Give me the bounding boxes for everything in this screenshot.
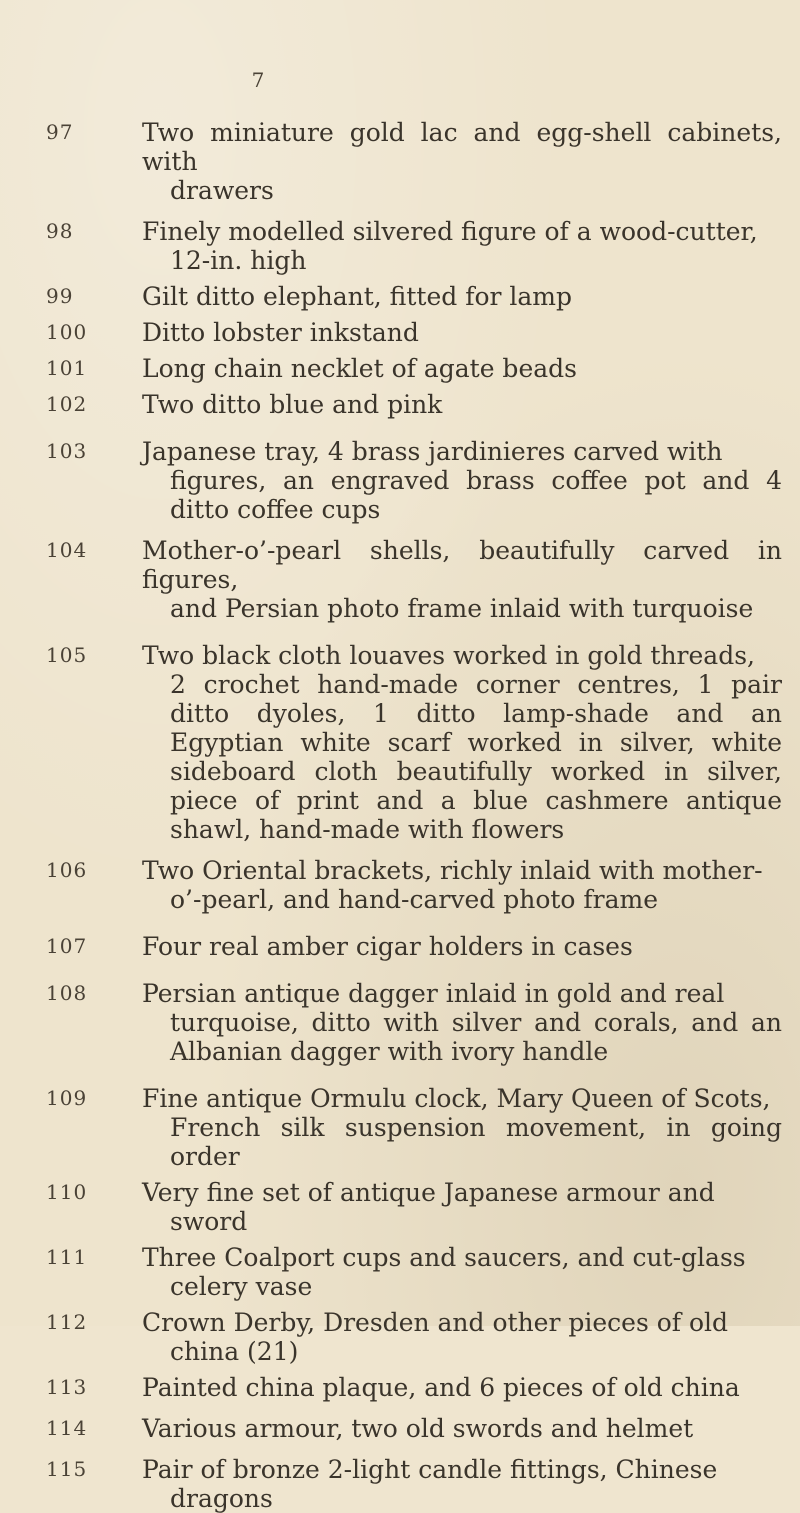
- lot-description: [142, 1455, 782, 1513]
- lot-item: [22, 1414, 782, 1443]
- lot-description-continuation: 12-in. high: [170, 246, 307, 275]
- lot-description-first-line: Mother-o’-pearl shells, beautifully carved in figures,: [142, 536, 782, 594]
- lot-item: [22, 979, 782, 1066]
- lot-description-first-line: Four real amber cigar holders in cases: [142, 932, 633, 961]
- lot-item: [22, 1455, 782, 1513]
- lot-description: [142, 390, 782, 419]
- lot-description: [142, 979, 782, 1066]
- lot-number: 106: [46, 858, 88, 882]
- lot-description-continuation: dragons: [170, 1484, 273, 1513]
- lot-number: 112: [46, 1310, 88, 1334]
- lot-item: [22, 536, 782, 623]
- lot-item: [22, 118, 782, 205]
- lot-number: 104: [46, 538, 88, 562]
- lot-item: [22, 641, 782, 844]
- lot-description: [142, 932, 782, 961]
- lot-description-first-line: Very fine set of antique Japanese armour and: [142, 1178, 715, 1207]
- lot-description: [142, 1414, 782, 1443]
- lot-description-first-line: Painted china plaque, and 6 pieces of old china: [142, 1373, 740, 1402]
- lot-item: [22, 282, 782, 311]
- lot-description-first-line: Two Oriental brackets, richly inlaid with mother-: [142, 856, 763, 885]
- lot-item: [22, 1178, 782, 1236]
- lot-number: 102: [46, 392, 88, 416]
- lot-description: [142, 282, 782, 311]
- lot-description-first-line: Two black cloth louaves worked in gold threads,: [142, 641, 755, 670]
- lot-item: [22, 1308, 782, 1366]
- lot-description-first-line: Various armour, two old swords and helmet: [142, 1414, 694, 1443]
- lot-description-first-line: Ditto lobster inkstand: [142, 318, 419, 347]
- lot-description: [142, 641, 782, 844]
- lot-number: 115: [46, 1457, 88, 1481]
- lot-description-continuation: drawers: [170, 176, 274, 205]
- lot-description-continuation: and Persian photo frame inlaid with turquoise: [170, 594, 754, 623]
- lot-description: [142, 217, 782, 275]
- lot-description: [142, 437, 782, 524]
- lot-description: [142, 856, 782, 914]
- lot-description-first-line: Two miniature gold lac and egg-shell cabinets, with: [142, 118, 782, 176]
- lot-description: [142, 1178, 782, 1236]
- lot-item: [22, 437, 782, 524]
- lot-description-first-line: Three Coalport cups and saucers, and cut-glass: [142, 1243, 746, 1272]
- lot-description-continuation: china (21): [170, 1337, 299, 1366]
- lot-description-first-line: Long chain necklet of agate beads: [142, 354, 577, 383]
- lot-description: [142, 318, 782, 347]
- lot-description-first-line: Gilt ditto elephant, fitted for lamp: [142, 282, 573, 311]
- page-number: 7: [251, 68, 265, 92]
- lot-number: 114: [46, 1416, 88, 1440]
- lot-description: [142, 1243, 782, 1301]
- lot-number: 103: [46, 439, 88, 463]
- lot-description-continuation: sword: [170, 1207, 248, 1236]
- lot-description-first-line: Fine antique Ormulu clock, Mary Queen of Scots,: [142, 1084, 771, 1113]
- lot-number: 101: [46, 356, 88, 380]
- lot-description-first-line: Finely modelled silvered figure of a wood-cutter,: [142, 217, 758, 246]
- lot-item: [22, 932, 782, 961]
- lot-description-continuation: French silk suspension movement, in going order: [170, 1113, 782, 1171]
- lot-number: 111: [46, 1245, 88, 1269]
- lot-item: [22, 354, 782, 383]
- lot-list: [22, 118, 782, 1513]
- lot-description: [142, 354, 782, 383]
- lot-description: [142, 1084, 782, 1171]
- lot-item: [22, 1084, 782, 1171]
- lot-description-first-line: Crown Derby, Dresden and other pieces of old: [142, 1308, 729, 1337]
- lot-number: 107: [46, 934, 88, 958]
- lot-description-continuation: turquoise, ditto with silver and corals, and an Albanian dagger with ivory handle: [170, 1008, 782, 1066]
- lot-description-continuation: 2 crochet hand-made corner centres, 1 pair ditto dyoles, 1 ditto lamp-shade and an Egyptian white scarf worked in silver, white sideboard cloth beautifully worked in silver, piece of print and a blue cashmere antique shawl, hand-made with flowers: [170, 670, 782, 844]
- lot-description: [142, 118, 782, 205]
- lot-description: [142, 1308, 782, 1366]
- lot-number: 109: [46, 1086, 88, 1110]
- lot-number: 97: [46, 120, 74, 144]
- lot-number: 99: [46, 284, 74, 308]
- lot-description-continuation: figures, an engraved brass coffee pot and 4 ditto coffee cups: [170, 466, 782, 524]
- lot-description-continuation: celery vase: [170, 1272, 313, 1301]
- lot-number: 110: [46, 1180, 88, 1204]
- lot-number: 113: [46, 1375, 88, 1399]
- lot-number: 100: [46, 320, 88, 344]
- lot-number: 108: [46, 981, 88, 1005]
- lot-item: [22, 318, 782, 347]
- lot-description: [142, 1373, 782, 1402]
- lot-description-first-line: Japanese tray, 4 brass jardinieres carved with: [142, 437, 723, 466]
- lot-description-first-line: Persian antique dagger inlaid in gold and real: [142, 979, 725, 1008]
- lot-description-first-line: Two ditto blue and pink: [142, 390, 443, 419]
- lot-item: [22, 856, 782, 914]
- lot-item: [22, 1243, 782, 1301]
- lot-description-continuation: o’-pearl, and hand-carved photo frame: [170, 885, 659, 914]
- lot-number: 98: [46, 219, 74, 243]
- lot-item: [22, 217, 782, 275]
- lot-number: 105: [46, 643, 88, 667]
- lot-item: [22, 1373, 782, 1402]
- lot-item: [22, 390, 782, 419]
- lot-description-first-line: Pair of bronze 2-light candle fittings, Chinese: [142, 1455, 718, 1484]
- lot-description: [142, 536, 782, 623]
